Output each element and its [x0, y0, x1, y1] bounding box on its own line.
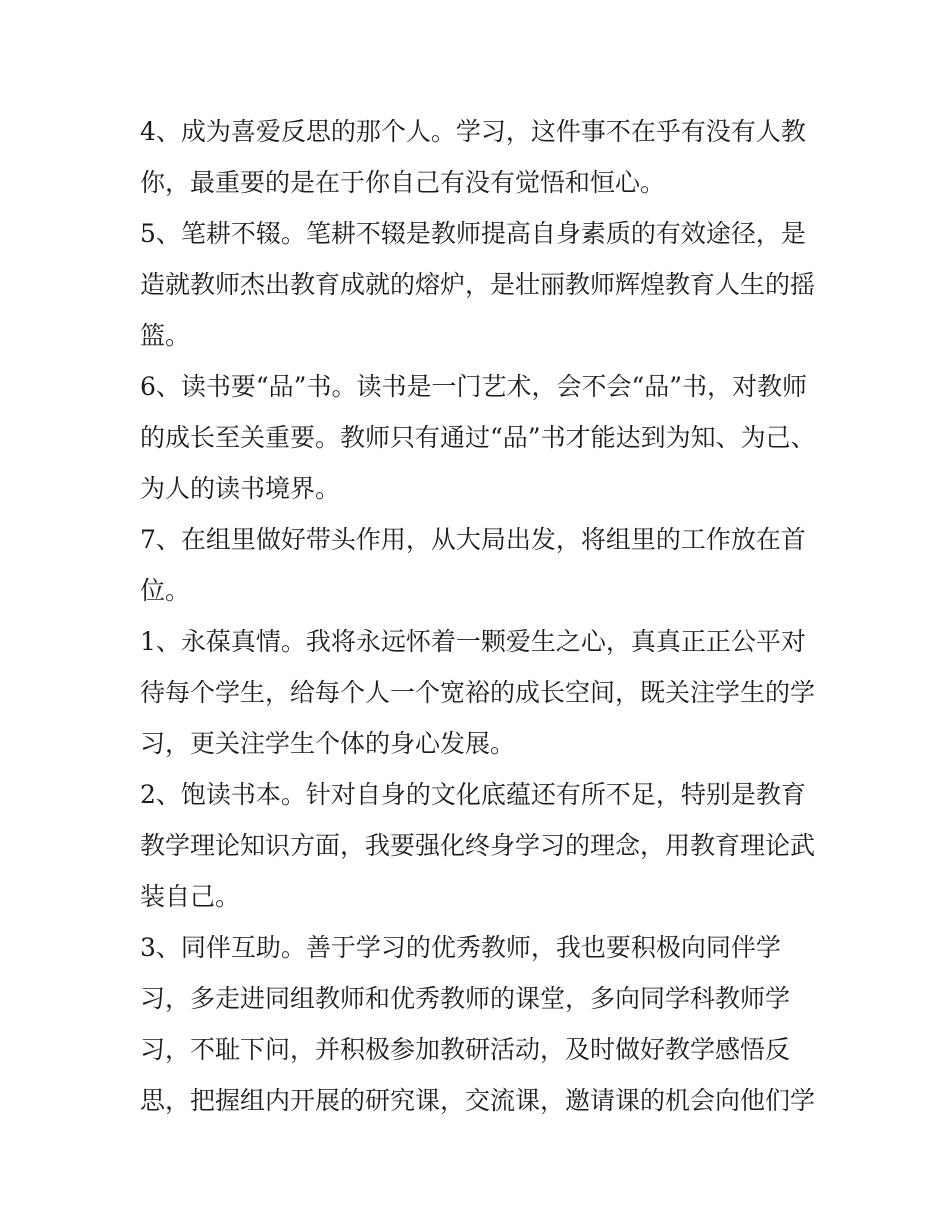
text-line: 篮。	[140, 321, 191, 350]
text-line: 习，不耻下问，并积极参加教研活动，及时做好教学感悟反	[140, 1035, 791, 1064]
text-line: 的成长至关重要。教师只有通过“品”书才能达到为知、为己、	[140, 423, 816, 452]
text-line: 1、永葆真情。我将永远怀着一颗爱生之心，真真正正公平对	[140, 627, 806, 656]
text-line: 装自己。	[140, 882, 241, 911]
text-line: 为人的读书境界。	[140, 474, 341, 503]
text-line: 位。	[140, 576, 191, 605]
text-line: 你，最重要的是在于你自己有没有觉悟和恒心。	[140, 168, 666, 197]
text-line: 6、读书要“品”书。读书是一门艺术，会不会“品”书，对教师	[140, 372, 808, 401]
text-line: 造就教师杰出教育成就的熔炉，是壮丽教师辉煌教育人生的摇	[140, 270, 816, 299]
text-line: 3、同伴互助。善于学习的优秀教师，我也要积极向同伴学	[140, 933, 781, 962]
text-line: 习，多走进同组教师和优秀教师的课堂，多向同学科教师学	[140, 984, 791, 1013]
text-line: 5、笔耕不辍。笔耕不辍是教师提高自身素质的有效途径，是	[140, 219, 806, 248]
document-body	[140, 106, 820, 1126]
text-line: 习，更关注学生个体的身心发展。	[140, 729, 516, 758]
text-line: 4、成为喜爱反思的那个人。学习，这件事不在乎有没有人教	[140, 117, 806, 146]
text-line: 思，把握组内开展的研究课，交流课，邀请课的机会向他们学	[140, 1086, 816, 1115]
text-line: 7、在组里做好带头作用，从大局出发，将组里的工作放在首	[140, 525, 806, 554]
text-line: 2、饱读书本。针对自身的文化底蕴还有所不足，特别是教育	[140, 780, 806, 809]
text-line: 待每个学生，给每个人一个宽裕的成长空间，既关注学生的学	[140, 678, 816, 707]
text-line: 教学理论知识方面，我要强化终身学习的理念，用教育理论武	[140, 831, 816, 860]
